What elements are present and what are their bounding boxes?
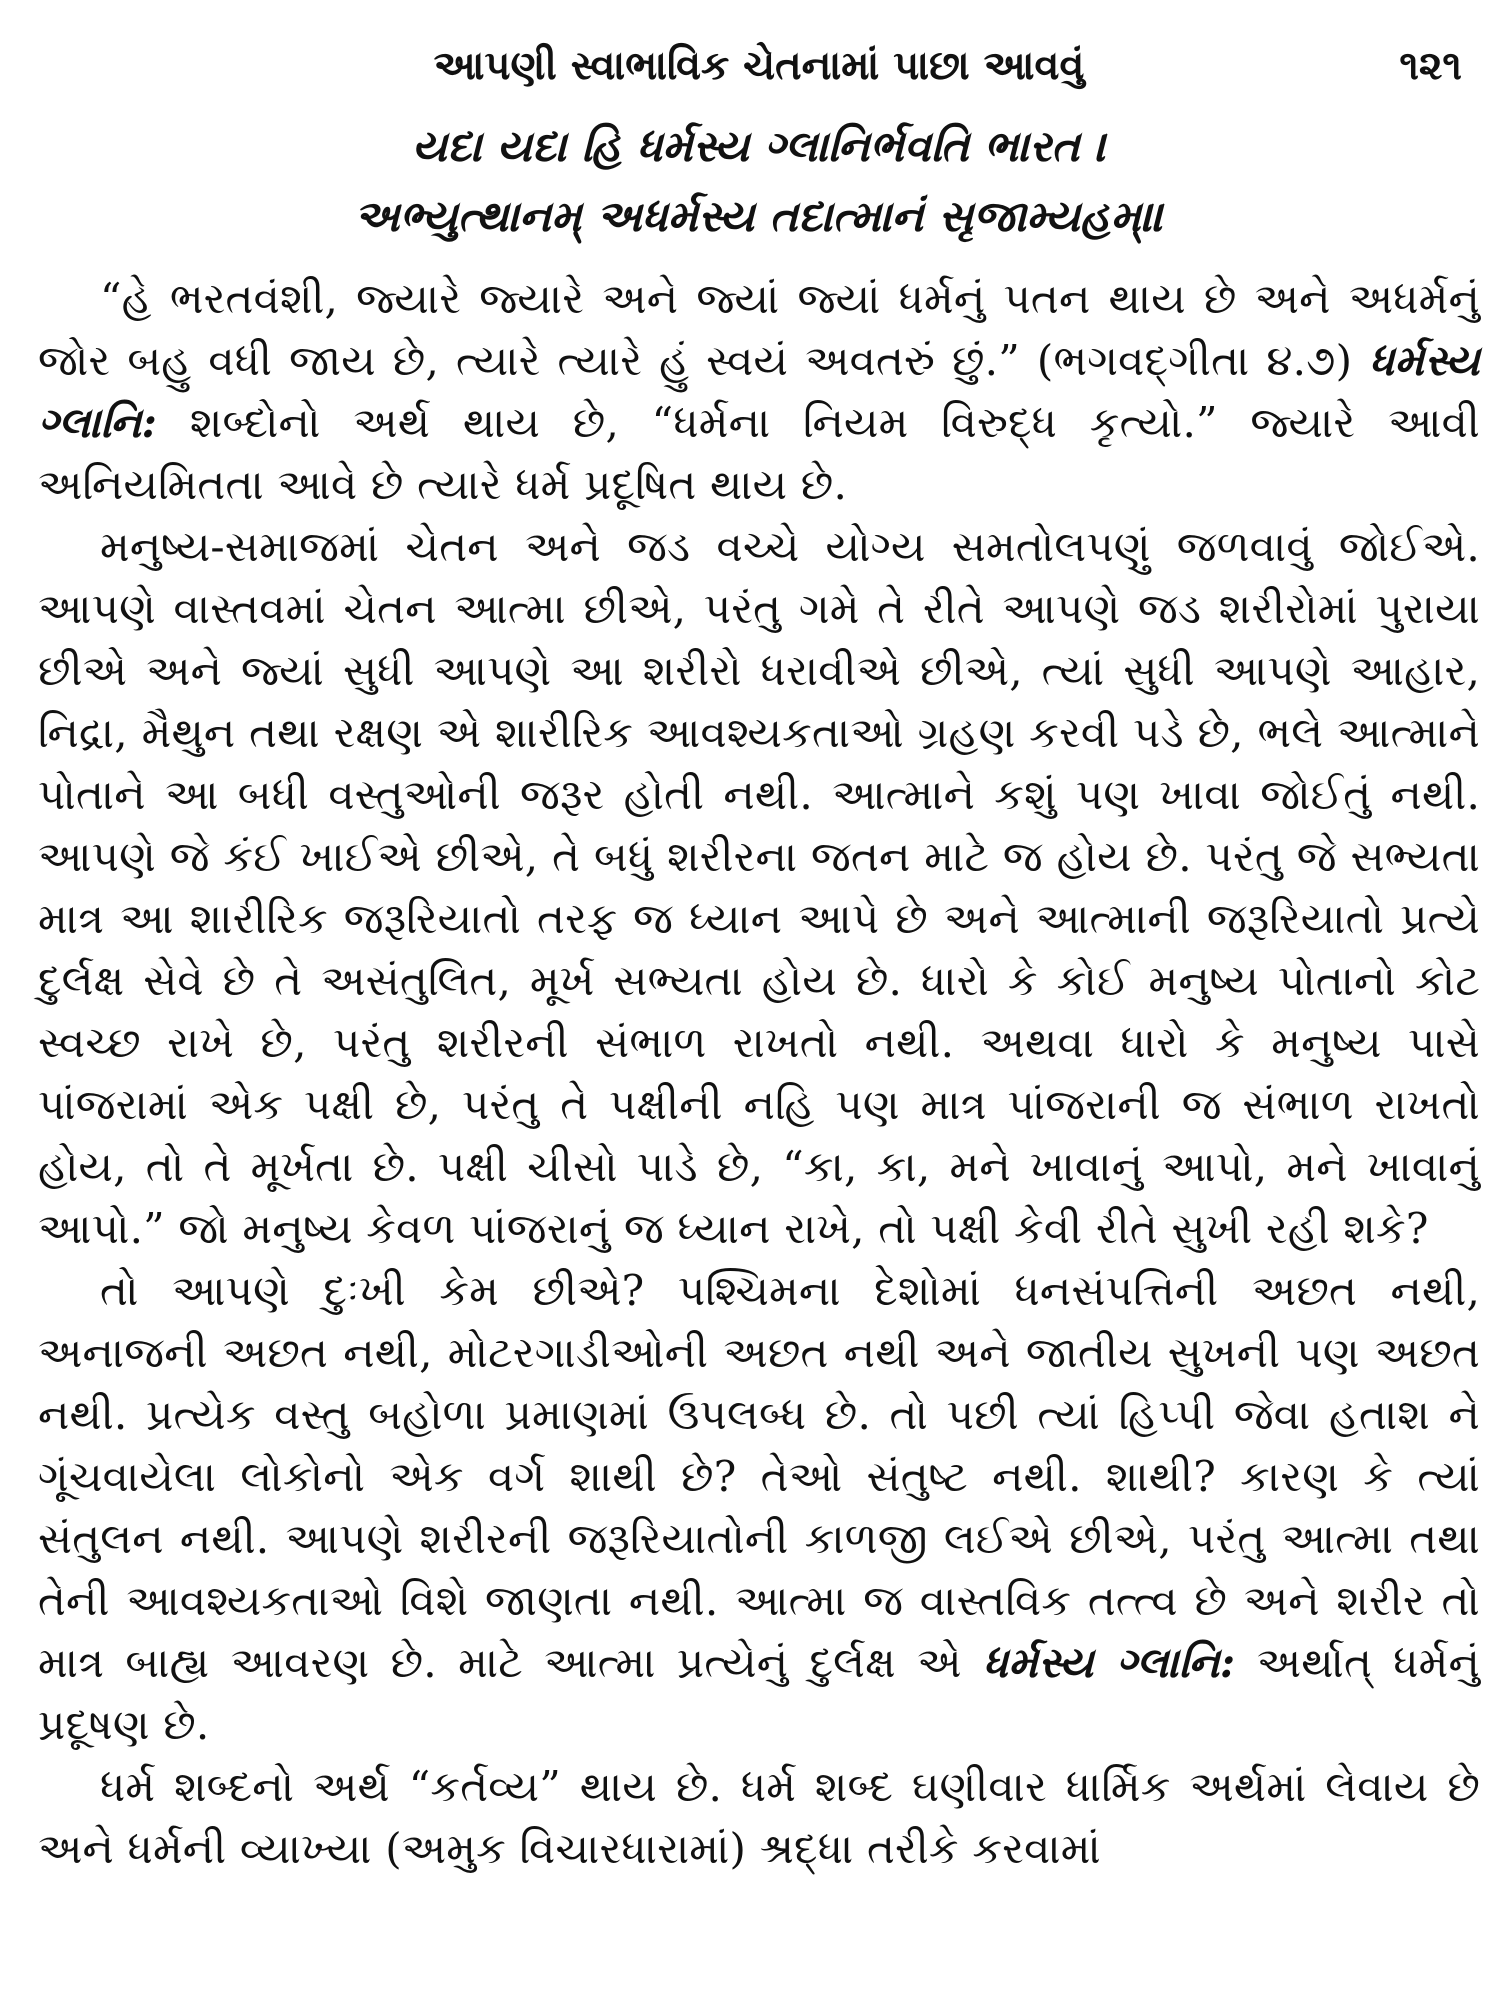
paragraph-1-term: ધર્મસ્ય ગ્લાનિ:	[38, 336, 1480, 447]
paragraph-1-text-b: શબ્દોનો અર્થ થાય છે, “ધર્મના નિયમ વિરુદ્ધ કૃત્યો.” જ્યારે આવી અનિયમિતતા આવે છે ત્યારે ધર્મ પ્રદૂષિત થાય છે.	[38, 398, 1480, 509]
paragraph-3-text-b: અર્થાત્ ધર્મનું પ્રદૂષણ છે.	[38, 1638, 1480, 1749]
page-number: ૧૨૧	[1399, 43, 1462, 89]
paragraph-1-text-a: “હે ભરતવંશી, જ્યારે જ્યારે અને જ્યાં જ્યાં ધર્મનું પતન થાય છે અને અધર્મનું જોર બહુ વધી જાય છે, ત્યારે ત્યારે હું સ્વયં અવતરું છું.” (ભગવદ્ગીતા ૪.૭)	[38, 274, 1480, 385]
running-title: આપણી સ્વાભાવિક ચેતનામાં પાછા આવવું	[433, 43, 1085, 89]
body-text	[38, 268, 1480, 1880]
paragraph-3-term: ધર્મસ્ય ગ્લાનિ:	[982, 1638, 1236, 1687]
verse-line-1: યદા યદા હિ ધર્મસ્ય ગ્લાનિર્ભવતિ ભારત ।	[411, 122, 1107, 172]
paragraph-3-text-a: તો આપણે દુઃખી કેમ છીએ? પશ્ચિમના દેશોમાં ધનસંપત્તિની અછત નથી, અનાજની અછત નથી, મોટરગાડીઓની અછત નથી અને જાતીય સુખની પણ અછત નથી. પ્રત્યેક વસ્તુ બહોળા પ્રમાણમાં ઉપલબ્ધ છે. તો પછી ત્યાં હિપ્પી જેવા હતાશ ને ગૂંચવાયેલા લોકોનો એક વર્ગ શાથી છે? તેઓ સંતુષ્ટ નથી. શાથી? કારણ કે ત્યાં સંતુલન નથી. આપણે શરીરની જરૂરિયાતોની કાળજી લઈએ છીએ, પરંતુ આત્મા તથા તેની આવશ્યકતાઓ વિશે જાણતા નથી. આત્મા જ વાસ્તવિક તત્ત્વ છે અને શરીર તો માત્ર બાહ્ય આવરણ છે. માટે આત્મા પ્રત્યેનું દુર્લક્ષ એ	[38, 1266, 1480, 1687]
paragraph-2: મનુષ્ય-સમાજમાં ચેતન અને જડ વચ્ચે યોગ્ય સમતોલપણું જળવાવું જોઈએ. આપણે વાસ્તવમાં ચેતન આત્મા છીએ, પરંતુ ગમે તે રીતે આપણે જડ શરીરોમાં પુરાયા છીએ અને જ્યાં સુધી આપણે આ શરીરો ધરાવીએ છીએ, ત્યાં સુધી આપણે આહાર, નિદ્રા, મૈથુન તથા રક્ષણ એ શારીરિક આવશ્યકતાઓ ગ્રહણ કરવી પડે છે, ભલે આત્માને પોતાને આ બધી વસ્તુઓની જરૂર હોતી નથી. આત્માને કશું પણ ખાવા જોઈતું નથી. આપણે જે કંઈ ખાઈએ છીએ, તે બધું શરીરના જતન માટે જ હોય છે. પરંતુ જે સભ્યતા માત્ર આ શારીરિક જરૂરિયાતો તરફ જ ધ્યાન આપે છે અને આત્માની જરૂરિયાતો પ્રત્યે દુર્લક્ષ સેવે છે તે અસંતુલિત, મૂર્ખ સભ્યતા હોય છે. ધારો કે કોઈ મનુષ્ય પોતાનો કોટ સ્વચ્છ રાખે છે, પરંતુ શરીરની સંભાળ રાખતો નથી. અથવા ધારો કે મનુષ્ય પાસે પાંજરામાં એક પક્ષી છે, પરંતુ તે પક્ષીની નહિ પણ માત્ર પાંજરાની જ સંભાળ રાખતો હોય, તો તે મૂર્ખતા છે. પક્ષી ચીસો પાડે છે, “કા, કા, મને ખાવાનું આપો, મને ખાવાનું આપો.” જો મનુષ્ય કેવળ પાંજરાનું જ ધ્યાન રાખે, તો પક્ષી કેવી રીતે સુખી રહી શકે?	[38, 522, 1480, 1253]
sanskrit-verse	[38, 112, 1480, 252]
paragraph-4: ધર્મ શબ્દનો અર્થ “કર્તવ્ય” થાય છે. ધર્મ શબ્દ ઘણીવાર ધાર્મિક અર્થમાં લેવાય છે અને ધર્મની વ્યાખ્યા (અમુક વિચારધારામાં) શ્રદ્ધા તરીકે કરવામાં	[38, 1762, 1480, 1873]
verse-line-2: અભ્યુત્થાનમ્ અધર્મસ્ય તદાત્માનં સૃજામ્યહમ્॥	[354, 192, 1164, 242]
page-header	[38, 34, 1480, 98]
paragraph-1	[38, 268, 1480, 516]
paragraph-3	[38, 1260, 1480, 1756]
